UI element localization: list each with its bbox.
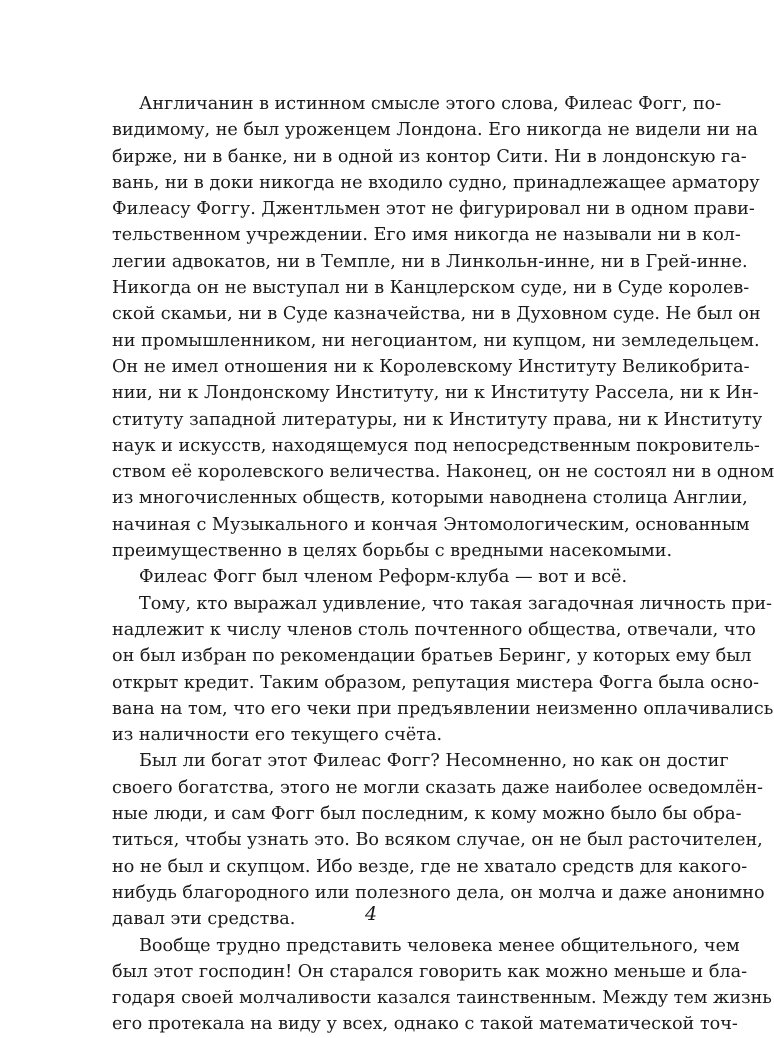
text-line: тельственном учреждении. Его имя никогда не называли ни в кол- (112, 225, 741, 246)
text-line: вань, ни в доки никогда не входило судно, принадлежащее арматору (112, 172, 760, 193)
text-line: легии адвокатов, ни в Темпле, ни в Линкольн-инне, ни в Грей-инне. (112, 251, 748, 272)
text-line: из наличности его текущего счёта. (112, 725, 443, 746)
text-line: наук и искусств, находящемуся под непосредственным покровитель- (112, 435, 760, 456)
text-line: нии, ни к Лондонскому Институту, ни к Институту Рассела, ни к Ин- (112, 383, 759, 404)
text-line: годаря своей молчаливости казался таинственным. Между тем жизнь (112, 988, 772, 1009)
text-line: преимущественно в целях борьбы с вредными насекомыми. (112, 541, 673, 562)
text-line: ные люди, и сам Фогг был последним, к кому можно было бы обра- (112, 804, 742, 825)
text-line: Тому, кто выражал удивление, что такая загадочная личность при- (139, 593, 772, 614)
text-line: он был избран по рекомендации братьев Беринг, у которых ему был (112, 646, 752, 667)
text-line: ской скамьи, ни в Суде казначейства, ни в Духовном суде. Не был он (112, 304, 761, 325)
text-line: Филеас Фогг был членом Реформ-клуба — вот и всё. (139, 567, 628, 588)
text-line: Вообще трудно представить человека менее общительного, чем (139, 935, 740, 956)
text-line: Он не имел отношения ни к Королевскому Институту Великобрита- (112, 356, 750, 377)
text-line: титься, чтобы узнать это. Во всяком случае, он не был расточителен, (112, 830, 763, 851)
text-line: надлежит к числу членов столь почтенного общества, отвечали, что (112, 619, 756, 640)
page-number: 4 (364, 903, 378, 925)
text-line: бирже, ни в банке, ни в одной из контор Сити. Ни в лондонскую га- (112, 146, 747, 167)
body-text (112, 91, 774, 1038)
paragraph (112, 591, 774, 749)
text-line: начиная с Музыкального и кончая Энтомологическим, основанным (112, 514, 750, 535)
paragraph (112, 564, 652, 590)
text-line: видимому, не был уроженцем Лондона. Его никогда не видели ни на (112, 120, 758, 141)
text-line: Был ли богат этот Филеас Фогг? Несомненно, но как он достиг (139, 751, 729, 772)
text-line: своего богатства, этого не могли сказать даже наиболее осведомлён- (112, 777, 763, 798)
text-line: нибудь благородного или полезного дела, он молча и даже анонимно (112, 882, 765, 903)
text-line: Филеасу Фоггу. Джентльмен этот не фигурировал ни в одном прави- (112, 199, 755, 220)
text-line: вана на том, что его чеки при предъявлении неизменно оплачивались (112, 698, 774, 719)
text-line: был этот господин! Он старался говорить как можно меньше и бла- (112, 961, 748, 982)
paragraph (112, 933, 772, 1038)
text-line: ни промышленником, ни негоциантом, ни купцом, ни земледельцем. (112, 330, 760, 351)
text-line: но не был и скупцом. Ибо везде, где не хватало средств для какого- (112, 856, 748, 877)
text-line: ституту западной литературы, ни к Институту права, ни к Институту (112, 409, 763, 430)
text-line: ством её королевского величества. Наконец, он не состоял ни в одном (112, 462, 774, 483)
paragraph (112, 91, 774, 564)
text-line: из многочисленных обществ, которыми наводнена столица Англии, (112, 488, 748, 509)
text-line: его протекала на виду у всех, однако с такой математической точ- (112, 1014, 738, 1035)
text-line: Никогда он не выступал ни в Канцлерском суде, ни в Суде королев- (112, 278, 750, 299)
text-line: давал эти средства. (112, 909, 296, 930)
text-line: Англичанин в истинном смысле этого слова, Филеас Фогг, по- (139, 94, 722, 114)
text-line: открыт кредит. Таким образом, репутация мистера Фогга была осно- (112, 672, 760, 693)
